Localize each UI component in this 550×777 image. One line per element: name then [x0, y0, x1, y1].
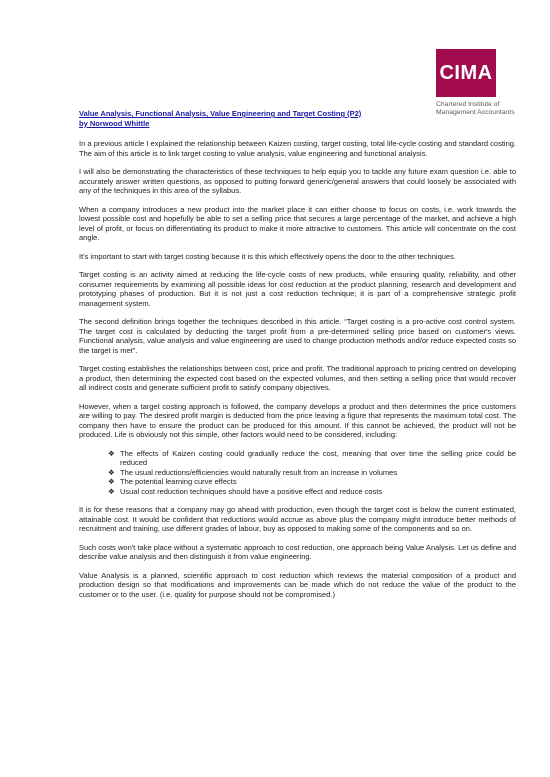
list-item — [108, 468, 516, 478]
cima-wordmark: CIMA — [439, 61, 493, 84]
paragraph-exam-focus: I will also be demonstrating the characteristics of these techniques to help equip you to tackle any future exam question i.e. able to accurately answer written questions, as opposed to putting forward generic/general answers that could loosely be associated with any of the techniques in this area of the syllabus. — [79, 167, 516, 195]
diamond-bullet-icon: ❖ — [108, 448, 115, 458]
list-item-text: The effects of Kaizen costing could gradually reduce the cost, meaning that over time the selling price could be reduced — [120, 448, 516, 467]
paragraph-target-costing-approach: However, when a target costing approach is followed, the company develops a product and then determines the price customers are willing to pay. The desired profit margin is deducted from the price leaving a figure that represents the maximum total cost. The company then have to ensure the product can be produced for this amount. If this cannot be achieved, the product will not be produced. Life is obviously not this simple, other factors would need to be considered, including: — [79, 401, 516, 439]
diamond-bullet-icon: ❖ — [108, 467, 115, 477]
list-item-text: The potential learning curve effects — [120, 477, 237, 486]
cima-logo — [436, 49, 516, 117]
article-title — [79, 109, 516, 128]
article-author-line: by Norwood Whittle — [79, 118, 150, 128]
paragraph-value-analysis-definition: Value Analysis is a planned, scientific approach to cost reduction which reviews the material composition of a product and production design so that modifications and improvements can be made which do not reduce the value of the product to the customer or to the user. (i.e. quality for purpose should not be compromised.) — [79, 570, 516, 599]
paragraph-cost-price-profit: Target costing establishes the relationships between cost, price and profit. The traditional approach to pricing centred on developing a product, then determining the expected cost based on the expected volumes, and then setting a selling price that would recover all indirect costs and generate sufficient profit to satisfy company objectives. — [79, 364, 516, 392]
diamond-bullet-icon: ❖ — [108, 486, 115, 496]
list-item-text: Usual cost reduction techniques should have a positive effect and reduce costs — [120, 486, 383, 496]
list-item — [108, 487, 516, 497]
article-title-line: Value Analysis, Functional Analysis, Value Engineering and Target Costing (P2) — [79, 109, 362, 118]
paragraph-reasons: It is for these reasons that a company may go ahead with production, even though the target cost is below the current estimated, attainable cost. It would be confident that reductions would accrue as above plus the company might introduce better methods of recruitment and training, use different grades of labour, buy as opposed to making some of the components and so on. — [79, 505, 516, 533]
paragraph-target-costing-definition: Target costing is an activity aimed at reducing the life-cycle costs of new products, while ensuring quality, reliability, and other consumer requirements by examining all possible ideas for cost reduction at the product planning, research and development and prototyping phases of production. But it is not just a cost reduction technique; it is part of a comprehensive strategic profit management system. — [79, 270, 516, 308]
cima-caption-line-2: Management Accountants — [436, 109, 515, 116]
list-item — [108, 449, 516, 468]
factors-list — [79, 449, 516, 497]
paragraph-start-target-costing: It's important to start with target costing because it is this which effectively opens the door to the other techniques. — [79, 251, 456, 261]
list-item-text: The usual reductions/efficiencies would naturally result from an increase in volumes — [120, 467, 398, 477]
cima-caption-line-1: Chartered Institute of — [436, 101, 500, 108]
paragraph-new-product: When a company introduces a new product into the market place it can either choose to focus on costs, i.e. work towards the lowest possible cost and hopefully be able to set a selling price that secures a large percentage of the market, and achieve a high level of profit, or focus on differentiating its product to make it more attractive to customers. This article will concentrate on the cost angle. — [79, 204, 516, 242]
list-item — [108, 477, 516, 487]
paragraph-systematic-approach: Such costs won't take place without a systematic approach to cost reduction, one approach being Value Analysis. Let us define and describe value analysis and then distinguish it from value engineering. — [79, 542, 516, 561]
paragraph-second-definition: The second definition brings together the techniques described in this article. “Target costing is a pro-active cost control system. The target cost is calculated by deducting the target profit from a pre-determined selling price based on customer's views. Functional analysis, value analysis and value engineering are used to change production methods and/or reduce expected costs so the target is met”. — [79, 317, 516, 355]
diamond-bullet-icon: ❖ — [108, 477, 115, 486]
paragraph-intro: In a previous article I explained the relationship between Kaizen costing, target costing, total life-cycle costing and standard costing. The aim of this article is to link target costing to value analysis, value engineering and functional analysis. — [79, 139, 516, 158]
article-body — [79, 109, 516, 608]
cima-logo-mark — [436, 49, 496, 97]
